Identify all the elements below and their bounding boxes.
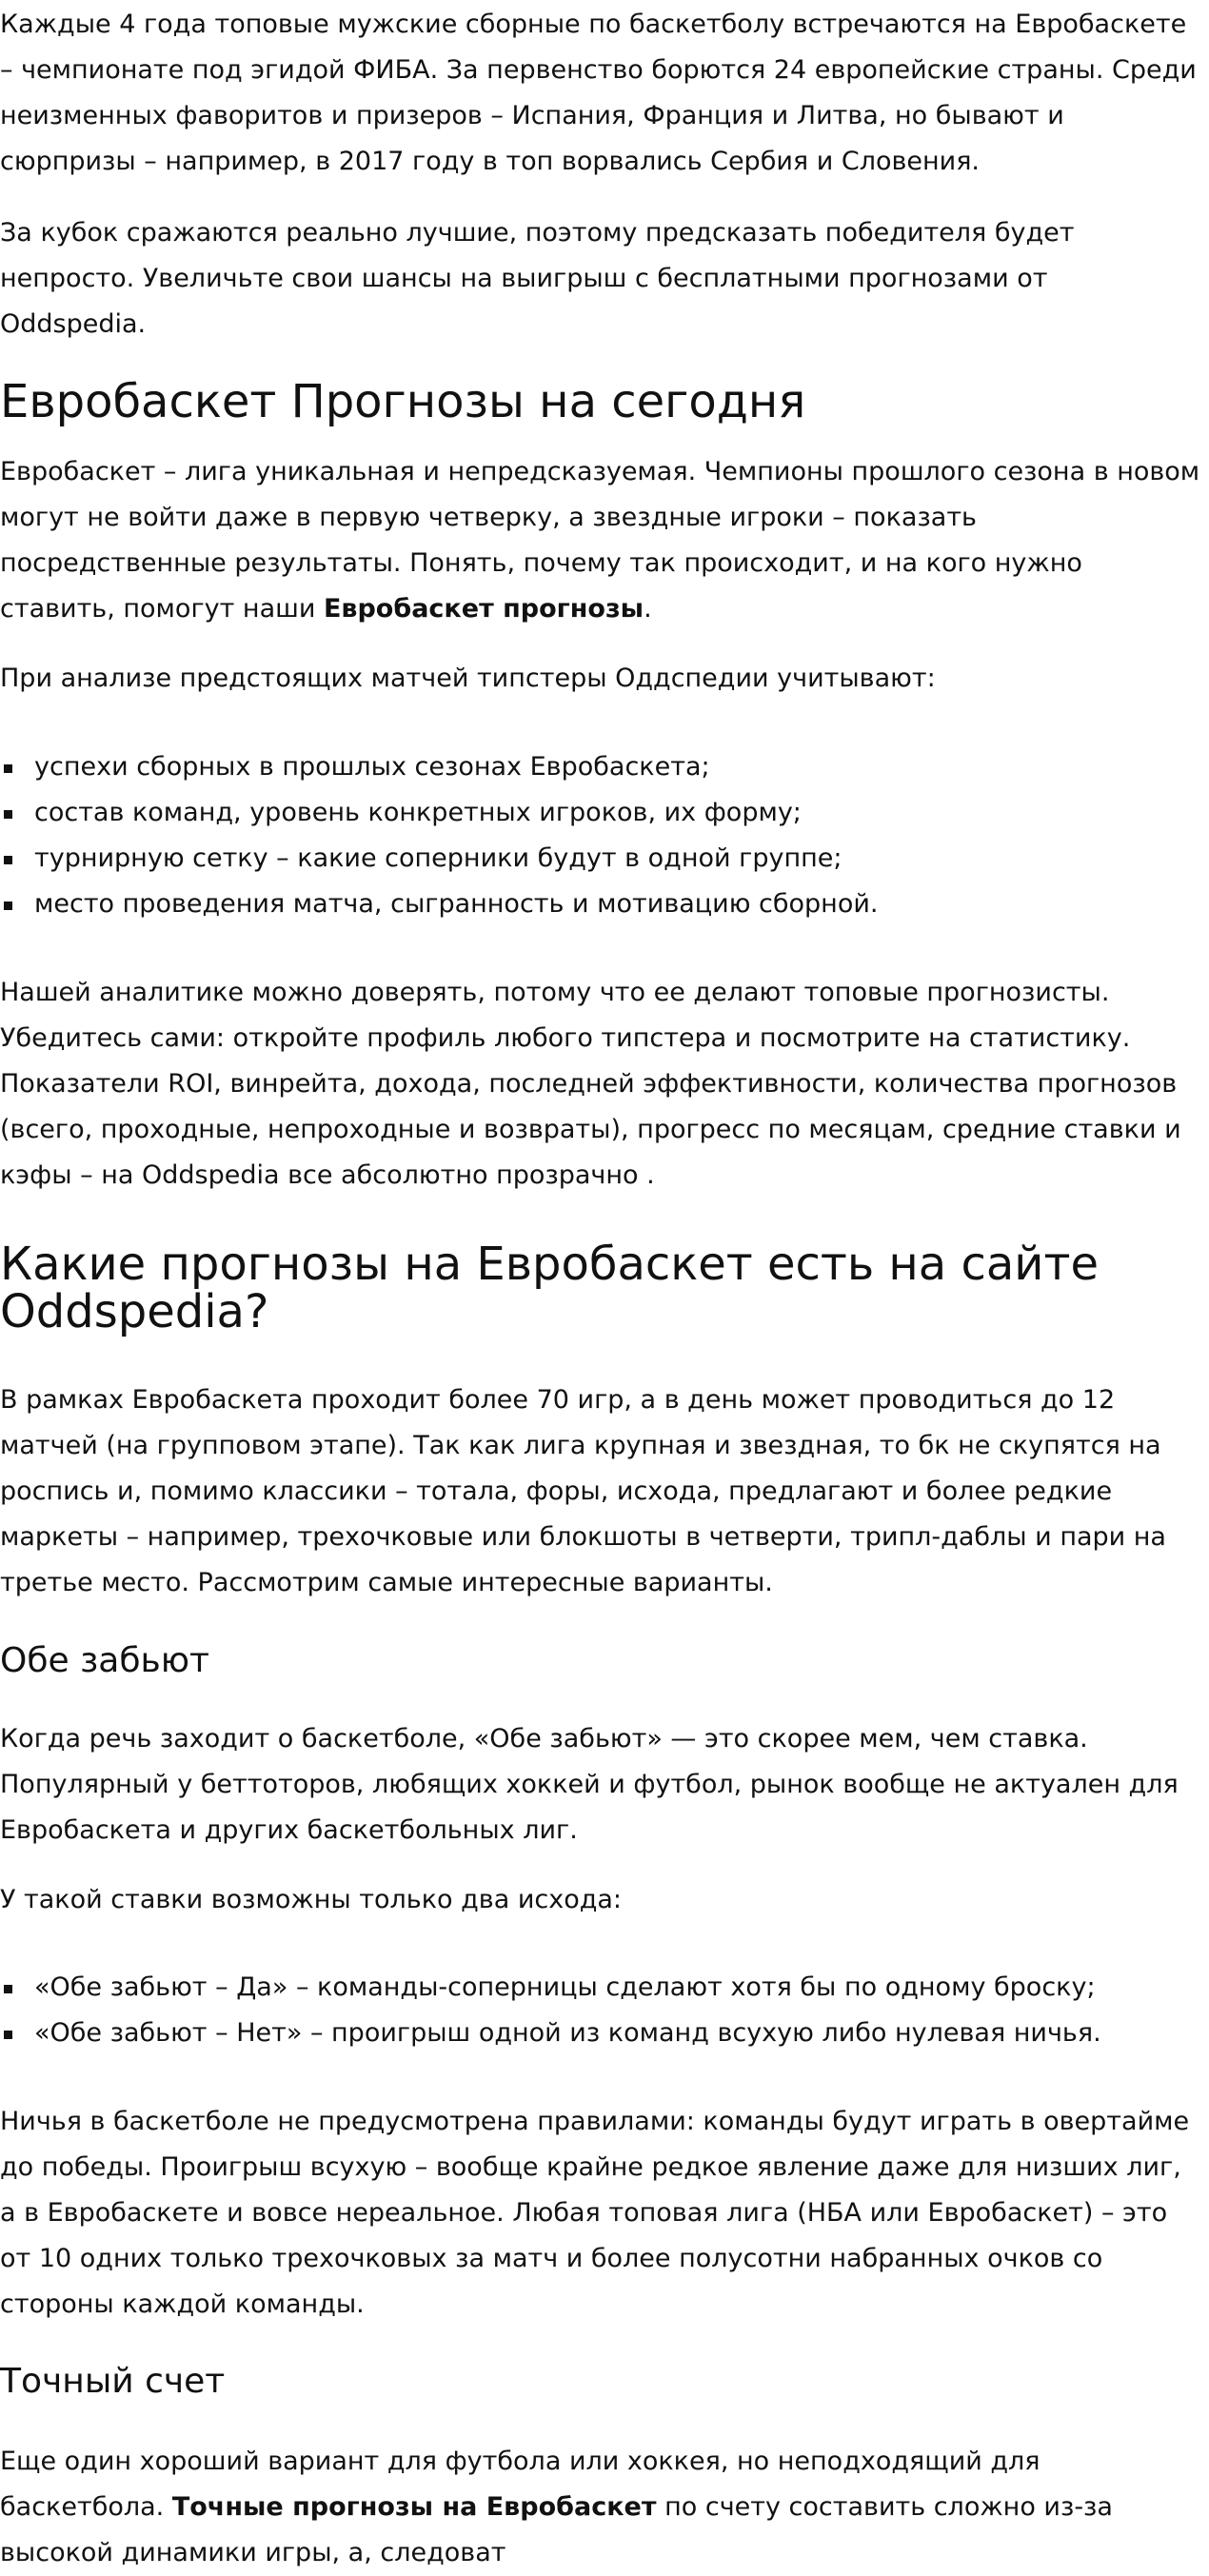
- both-paragraph-2: У такой ставки возможны только два исхода:: [0, 1885, 623, 1914]
- today-paragraph-1: [0, 449, 1201, 632]
- both-paragraph-3: Ничья в баскетболе не предусмотрена правилами: команды будут играть в овертайме до победы. Проигрыш всухую – вообще крайне редкое явление даже для низших лиг, а в Евробаскете и вовсе нереальное. Любая топовая лига (НБА или Евробаскет) – это от 10 одних только трехочковых за матч и более полусотни набранных очков со стороны каждой команды.: [0, 2107, 1190, 2319]
- list-item-text: успехи сборных в прошлых сезонах Евробаскета;: [34, 752, 710, 782]
- exact-paragraph-1-text: Еще один хороший вариант для футбола или хоккея, но неподходящий для баскетбола.: [0, 2447, 1041, 2522]
- list-item: [0, 836, 1201, 882]
- both-outcomes-list: [0, 1965, 1201, 2056]
- today-paragraph-1-bold: Евробаскет прогнозы: [323, 594, 644, 624]
- bullet-icon: [4, 902, 12, 910]
- list-item: [0, 1965, 1201, 2011]
- list-item: [0, 882, 1201, 927]
- bullet-icon: [4, 764, 12, 773]
- list-item-text: место проведения матча, сыгранность и мотивацию сборной.: [34, 889, 879, 919]
- list-item-text: состав команд, уровень конкретных игроков, их форму;: [34, 798, 802, 827]
- list-item: [0, 2011, 1201, 2056]
- tipster-factors-list: [0, 744, 1201, 927]
- today-paragraph-1-end: .: [644, 594, 652, 624]
- today-paragraph-2: При анализе предстоящих матчей типстеры Оддспедии учитывают:: [0, 664, 936, 693]
- exact-paragraph-1-bold: Точные прогнозы на Евробаскет: [171, 2492, 657, 2522]
- list-item-text: «Обе забьют – Нет» – проигрыш одной из команд всухую либо нулевая ничья.: [34, 2018, 1101, 2048]
- which-paragraph-1: В рамках Евробаскета проходит более 70 игр, а в день может проводиться до 12 матчей (на групповом этапе). Так как лига крупная и звездная, то бк не скупятся на роспись и, помимо классики – тотала, форы, исхода, предлагают и более редкие маркеты – например, трехочковые или блокшоты в четверти, трипл-даблы и пари на третье место. Рассмотрим самые интересные варианты.: [0, 1385, 1166, 1597]
- list-item-text: «Обе забьют – Да» – команды-соперницы сделают хотя бы по одному броску;: [34, 1972, 1096, 2002]
- heading-exact-score: Точный счет: [0, 2362, 226, 2401]
- list-item: [0, 790, 1201, 836]
- heading-predictions-today: Евробаскет Прогнозы на сегодня: [0, 375, 806, 428]
- list-item-text: турнирную сетку – какие соперники будут в одной группе;: [34, 843, 842, 873]
- bullet-icon: [4, 2031, 12, 2039]
- both-paragraph-1: Когда речь заходит о баскетболе, «Обе забьют» — это скорее мем, чем ставка. Популярный у беттоторов, любящих хоккей и футбол, рынок вообще не актуален для Евробаскета и других баскетбольных лиг.: [0, 1724, 1179, 1845]
- today-paragraph-1-text: Евробаскет – лига уникальная и непредсказуемая. Чемпионы прошлого сезона в новом могут не войти даже в первую четверку, а звездные игроки – показать посредственные результаты. Понять, почему так происходит, и на кого нужно ставить, помогут наши: [0, 457, 1200, 624]
- intro-paragraph-2: За кубок сражаются реально лучшие, поэтому предсказать победителя будет непросто. Увеличьте свои шансы на выигрыш с бесплатными прогнозами от Oddspedia.: [0, 218, 1075, 339]
- list-item: [0, 744, 1201, 790]
- exact-paragraph-1: [0, 2439, 1201, 2576]
- exact-paragraph-1-end: по счету составить сложно из-за высокой динамики игры, а, следоват: [0, 2492, 1113, 2567]
- bullet-icon: [4, 856, 12, 864]
- bullet-icon: [4, 810, 12, 819]
- heading-which-predictions: Какие прогнозы на Евробаскет есть на сайте Oddspedia?: [0, 1238, 1099, 1338]
- heading-both-score: Обе забьют: [0, 1641, 210, 1680]
- intro-paragraph-1: Каждые 4 года топовые мужские сборные по баскетболу встречаются на Евробаскете – чемпионате под эгидой ФИБА. За первенство борются 24 европейские страны. Среди неизменных фаворитов и призеров – Испания, Франция и Литва, но бывают и сюрпризы – например, в 2017 году в топ ворвались Сербия и Словения.: [0, 10, 1197, 176]
- bullet-icon: [4, 1985, 12, 1993]
- today-paragraph-3: Нашей аналитике можно доверять, потому что ее делают топовые прогнозисты. Убедитесь сами: откройте профиль любого типстера и посмотрите на статистику. Показатели ROI, винрейта, дохода, последней эффективности, количества прогнозов (всего, проходные, непроходные и возвраты), прогресс по месяцам, средние ставки и кэфы – на Oddspedia все абсолютно прозрачно .: [0, 978, 1181, 1190]
